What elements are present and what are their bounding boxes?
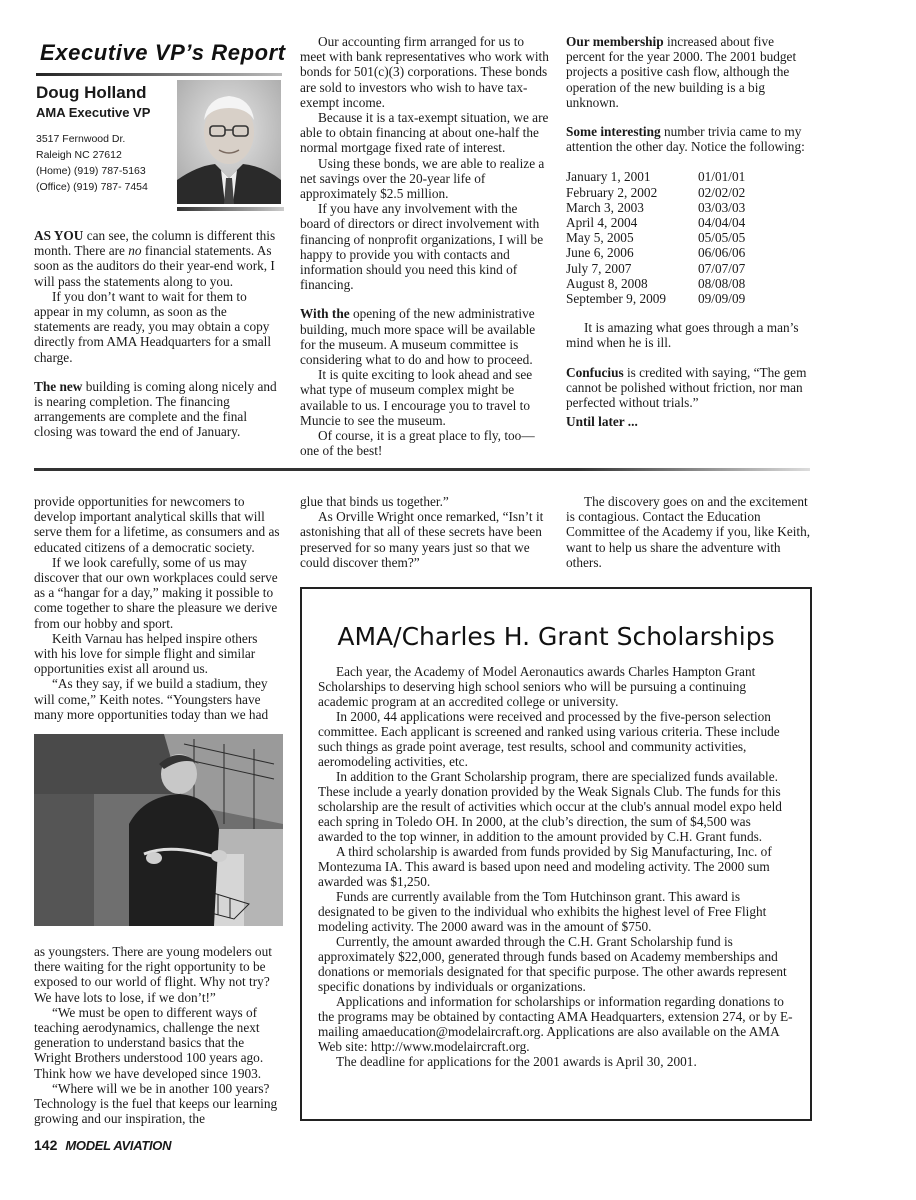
list-item: August 8, 2008 08/08/08 <box>566 275 746 291</box>
paragraph: Of course, it is a great place to fly, too—one of the best! <box>300 428 535 459</box>
paragraph: glue that binds us together.” <box>300 494 449 509</box>
magazine-name: MODEL AVIATION <box>65 1138 172 1153</box>
section-divider <box>34 468 810 471</box>
list-item: July 7, 2007 07/07/07 <box>566 260 746 276</box>
list-item: September 9, 2009 09/09/09 <box>566 291 746 307</box>
paragraph: It is amazing what goes through a man’s mind when he is ill. <box>566 320 799 351</box>
paragraph: AS YOU can see, the column is different this month. There are no financial statements. As soon as the auditors do their year-end work, I will pass the statements along to you. <box>34 228 276 289</box>
page-number: 142 <box>34 1137 58 1153</box>
address-line: 3517 Fernwood Dr. <box>36 133 126 145</box>
paragraph: The deadline for applications for the 2001 awards is April 30, 2001. <box>336 1054 697 1069</box>
scholarship-box <box>300 587 812 1121</box>
scholarship-title: AMA/Charles H. Grant Scholarships <box>337 622 775 651</box>
paragraph: Currently, the amount awarded through the C.H. Grant Scholarship fund is approximately $22,000, generated through funds based on Academy memberships and donations or memorials designated for that specific purpose. The other awards represent specific donations by individuals or organizations. <box>318 934 787 994</box>
paragraph: In addition to the Grant Scholarship program, there are specialized funds available. These include a yearly donation provided by the Weak Signals Club. The funds for this scholarship are the result of activities which occur at the club's annual model expo held each spring in Toledo OH. In 2000, at the club’s direction, the sum of $4,500 was awarded to the top winner, in addition to the amount provided by C.H. Grant funds. <box>318 769 782 844</box>
paragraph: Our membership increased about five percent for the year 2000. The 2001 budget projects a positive cash flow, although the operation of the new building is a big unknown. <box>566 34 797 110</box>
paragraph: The new building is coming along nicely and is nearing completion. The financing arrangements are complete and the final closing was toward the end of January. <box>34 378 277 440</box>
paragraph: With the opening of the new administrative building, much more space will be available for the museum. A museum committee is considering what to do and how to proceed. <box>300 306 536 368</box>
paragraph: Each year, the Academy of Model Aeronautics awards Charles Hampton Grant Scholarships to deserving high school seniors who will be pursuing a continuing academic program at an accredited college or university. <box>318 664 756 709</box>
list-item: April 4, 2004 04/04/04 <box>566 215 746 231</box>
paragraph: As Orville Wright once remarked, “Isn’t it astonishing that all of these secrets have been preserved for so many years just so that we could discover them?” <box>300 509 544 570</box>
paragraph: provide opportunities for newcomers to develop important analytical skills that will serve them for a lifetime, as consumers and as educated citizens of a democratic society. <box>34 494 280 555</box>
workshop-photo <box>34 734 283 926</box>
report-column-1 <box>34 228 284 440</box>
paragraph: In 2000, 44 applications were received and processed by the five-person selection committee. Each applicant is screened and ranked using various criteria. These include such things as grade point average, test results, school and community activities, aeromodeling activities, etc. <box>318 709 780 769</box>
article-column-1-top <box>34 494 284 722</box>
paragraph: If you have any involvement with the board of directors or direct involvement with financing of nonprofit organizations, I will be happy to provide you with contacts and information should you need this kind of financing. <box>300 201 544 293</box>
photo-rule <box>177 207 284 211</box>
paragraph: as youngsters. There are young modelers out there waiting for the right opportunity to be exposed to our world of flight. Why not try? We have lots to lose, if we don’t!” <box>34 944 272 1005</box>
paragraph: Funds are currently available from the Tom Hutchinson grant. This award is designated to be given to the individual who exhibits the highest level of Free Flight modeling activity. The 2000 award was in the amount of $750. <box>318 889 767 934</box>
page-footer <box>34 1137 171 1153</box>
report-column-2 <box>300 34 550 458</box>
paragraph: Using these bonds, we are able to realize a net savings over the 20-year life of approximately $2.5 million. <box>300 155 545 202</box>
author-address <box>36 131 148 195</box>
paragraph: Confucius is credited with saying, “The gem cannot be polished without friction, nor man perfected without trials.” <box>566 364 807 411</box>
address-line: (Office) (919) 787- 7454 <box>36 181 148 193</box>
paragraph: Because it is a tax-exempt situation, we are able to obtain financing at about one-half the normal mortgage fixed rate of interest. <box>300 110 549 156</box>
author-photo <box>177 80 281 204</box>
author-title: AMA Executive VP <box>36 105 151 120</box>
paragraph: It is quite exciting to look ahead and see what type of museum complex might be available to us. I encourage you to travel to Muncie to see the museum. <box>300 367 533 428</box>
report-column-3 <box>566 34 816 429</box>
address-line: Raleigh NC 27612 <box>36 149 122 161</box>
article-column-2 <box>300 494 550 570</box>
paragraph: “Where will we be in another 100 years? Technology is the fuel that keeps our learning growing and our inspiration, the <box>34 1080 278 1127</box>
list-item: June 6, 2006 06/06/06 <box>566 245 746 261</box>
paragraph: A third scholarship is awarded from funds provided by Sig Manufacturing, Inc. of Montezuma IA. This award is based upon need and modeling activity. The 2000 sum awarded was $1,250. <box>318 844 772 889</box>
paragraph: Applications and information for scholarships or information regarding donations to the programs may be obtained by contacting AMA Headquarters, extension 274, or by E-mailing amaeducation@modelaircraft.org. Applications are also available on the AMA Web site: http://www.modelaircraft.org. <box>318 994 793 1054</box>
address-line: (Home) (919) 787-5163 <box>36 165 146 177</box>
section-title: Executive VP’s Report <box>40 40 286 65</box>
date-trivia-list <box>566 169 816 306</box>
paragraph: If you don’t want to wait for them to appear in my column, as soon as the statements are ready, you may obtain a copy directly from AMA Headquarters for a small charge. <box>34 288 272 365</box>
article-column-3 <box>566 494 816 570</box>
paragraph: The discovery goes on and the excitement is contagious. Contact the Education Committee of the Academy if you, like Keith, want to help us share the adventure with others. <box>566 494 811 570</box>
paragraph: “We must be open to different ways of teaching aerodynamics, challenge the next generation to understand basics that the Wright Brothers understood 100 years ago. Think how we have developed since 1903. <box>34 1004 264 1081</box>
paragraph: Some interesting number trivia came to my attention the other day. Notice the following: <box>566 124 805 155</box>
paragraph: Our accounting firm arranged for us to meet with bank representatives who work with bonds for 501(c)(3) corporations. These bonds are sold to investors who wish to have tax-exempt income. <box>300 34 549 110</box>
scholarship-body <box>318 664 794 1069</box>
list-item: January 1, 2001 01/01/01 <box>566 169 746 185</box>
article-column-1-bottom <box>34 944 284 1126</box>
author-name: Doug Holland <box>36 83 147 102</box>
list-item: May 5, 2005 05/05/05 <box>566 230 746 246</box>
paragraph: “As they say, if we build a stadium, they will come,” Keith notes. “Youngsters have many more opportunities today than we had <box>34 676 269 722</box>
list-item: March 3, 2003 03/03/03 <box>566 199 746 215</box>
paragraph: If we look carefully, some of us may discover that our own workplaces could serve as a “hangar for a day,” making it possible to come together to share the pleasure we derive from our hobby and sport. <box>34 554 278 631</box>
header-rule <box>36 73 282 76</box>
sign-off: Until later ... <box>566 414 638 430</box>
paragraph: Keith Varnau has helped inspire others with his love for simple flight and similar opportunities exist all around us. <box>34 630 258 677</box>
list-item: February 2, 2002 02/02/02 <box>566 184 746 200</box>
